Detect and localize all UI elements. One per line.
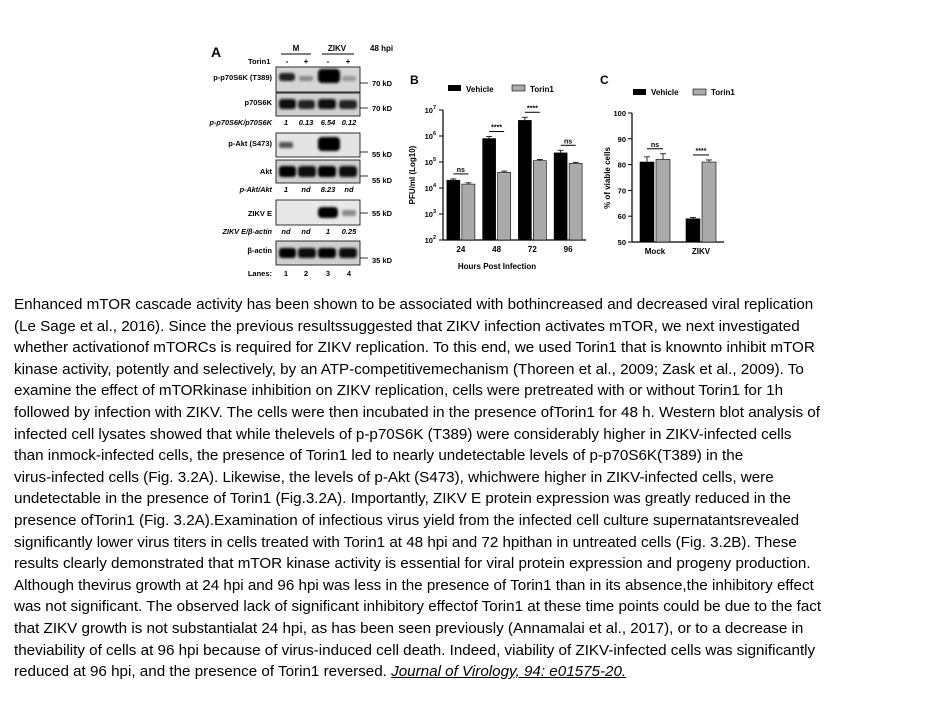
bar-vehicle-24 bbox=[447, 180, 460, 240]
legend-swatch-vehicle bbox=[448, 85, 461, 91]
caption-line bbox=[14, 294, 936, 316]
band-p-akt-lane-3 bbox=[318, 137, 340, 151]
row-label-p-akt: p-Akt (S473) bbox=[228, 139, 272, 148]
band-actin-lane-4 bbox=[339, 248, 357, 258]
caption-line-text: Although thevirus growth at 24 hpi and 96 hpi was less in the presence of Torin1 than in its absence,the inhibitory effect bbox=[14, 576, 814, 594]
caption-line-text: kinase activity, potently and selectively, by an ATP-competitivemechanism (Thoreen et al., 2009; Zask et al., 2009). To bbox=[14, 360, 804, 378]
band-p-p70s6k-lane-1 bbox=[279, 73, 295, 81]
y-tick-label: 70 bbox=[617, 186, 626, 196]
caption-body bbox=[14, 294, 936, 683]
band-p70s6k-lane-4 bbox=[339, 100, 357, 109]
ratio-label-p-akt: p-Akt/Akt bbox=[239, 185, 272, 194]
kd-label-beta-actin: 35 kD bbox=[372, 256, 393, 265]
panel-b-y-axis-label: PFU/ml (Log10) bbox=[408, 145, 417, 205]
caption-line-text: that ZIKV growth is not substantialat 24 hpi, as has been seen previously (Annamalai et al., 2017), or to a decrease in bbox=[14, 619, 804, 637]
y-tick-label: $10^3$ bbox=[424, 209, 436, 219]
caption-line bbox=[14, 467, 936, 489]
bar-vehicle-mock bbox=[640, 162, 654, 242]
caption-line-text: examine the effect of mTORkinase inhibition on ZIKV replication, cells were pretreated with or without Torin1 for 1h bbox=[14, 382, 784, 400]
band-p-p70s6k-lane-3 bbox=[318, 69, 340, 83]
panel-c-y-axis-label: % of viable cells bbox=[603, 147, 612, 209]
caption-line bbox=[14, 575, 936, 597]
ratio-p70s6k-lane-4: 0.12 bbox=[341, 118, 357, 127]
band-akt-lane-3 bbox=[318, 166, 336, 177]
y-tick-label: 60 bbox=[617, 212, 626, 222]
caption-line-text: (Le Sage et al., 2016). Since the previous resultssuggested that ZIKV infection activates mTOR, we next investigated bbox=[14, 317, 800, 335]
lane-number-1: 1 bbox=[283, 269, 289, 278]
group-label-mock: M bbox=[292, 44, 300, 53]
torin-sign-lane-2: + bbox=[303, 57, 309, 66]
panel-a-letter: A bbox=[211, 44, 222, 60]
caption-line-text: infected cell lysates showed that while thelevels of p-p70S6K (T389) were considerably higher in ZIKV-infected cells bbox=[14, 425, 792, 443]
kd-label-p-p70s6k: 70 kD bbox=[372, 79, 393, 88]
caption-line bbox=[14, 316, 936, 338]
legend-label-vehicle: Vehicle bbox=[466, 85, 494, 94]
panel-a-western-blot bbox=[209, 44, 394, 278]
x-tick-label-72: 72 bbox=[527, 245, 537, 254]
ratio-label-p-p70s6k: p-p70S6K/p70S6K bbox=[209, 118, 272, 127]
figure-caption bbox=[14, 294, 936, 683]
kd-label-zikv-e: 55 kD bbox=[372, 209, 393, 218]
band-p70s6k-lane-2 bbox=[298, 100, 315, 109]
caption-line-text: whether activationof mTORCs is required for ZIKV replication. To this end, we used Torin1 that is knownto inhibit mTOR bbox=[14, 339, 815, 357]
caption-line bbox=[14, 596, 936, 618]
torin-row-label: Torin1 bbox=[248, 57, 271, 66]
y-tick-label: $10^4$ bbox=[424, 183, 436, 193]
y-tick-label: $10^5$ bbox=[424, 157, 436, 167]
caption-line bbox=[14, 510, 936, 532]
caption-line bbox=[14, 402, 936, 424]
band-p-p70s6k-lane-4 bbox=[342, 76, 356, 81]
significance-label: ns bbox=[650, 141, 660, 149]
ratio-p70s6k-lane-2: 0.13 bbox=[298, 118, 314, 127]
band-p-p70s6k-lane-2 bbox=[299, 76, 313, 81]
band-akt-lane-2 bbox=[298, 166, 316, 177]
ratio-akt-lane-1: 1 bbox=[283, 185, 289, 194]
caption-line-text: results clearly demonstrated that mTOR kinase activity is essential for viral protein expression and progeny production. bbox=[14, 555, 811, 573]
band-actin-lane-3 bbox=[318, 248, 336, 258]
caption-line bbox=[14, 359, 936, 381]
bar-vehicle-48 bbox=[483, 139, 496, 240]
y-tick-label: $10^7$ bbox=[424, 105, 436, 115]
x-tick-label-mock: Mock bbox=[644, 247, 666, 256]
caption-line-text: undetectable in the presence of Torin1 (Fig.3.2A). Importantly, ZIKV E protein expression was greatly reduced in the bbox=[14, 490, 791, 508]
caption-line bbox=[14, 380, 936, 402]
legend-c-label-vehicle: Vehicle bbox=[651, 88, 679, 97]
band-akt-lane-1 bbox=[279, 166, 296, 177]
x-tick-label-24: 24 bbox=[456, 245, 466, 254]
y-tick-label: 90 bbox=[617, 134, 626, 144]
panel-b-plot-area bbox=[425, 105, 586, 254]
panel-b-virus-titer-chart bbox=[408, 73, 586, 271]
ratio-p70s6k-lane-1: 1 bbox=[283, 118, 289, 127]
figure-3-2 bbox=[0, 0, 945, 290]
ratio-zikv-lane-1: nd bbox=[281, 227, 291, 236]
x-tick-label-48: 48 bbox=[492, 245, 502, 254]
kd-label-p70s6k: 70 kD bbox=[372, 104, 393, 113]
caption-line bbox=[14, 661, 936, 683]
lane-number-4: 4 bbox=[346, 269, 352, 278]
caption-line-text: was not significant. The observed lack of significant inhibitory effectof Torin1 at these time points could be due to the fact bbox=[14, 598, 822, 616]
panel-b-x-axis-label: Hours Post Infection bbox=[457, 262, 537, 271]
legend-c-swatch-vehicle bbox=[633, 89, 646, 95]
ratio-akt-lane-3: 8.23 bbox=[320, 185, 336, 194]
significance-label: **** bbox=[695, 147, 707, 155]
bar-vehicle-72 bbox=[518, 120, 531, 240]
band-zikv-e-lane-4 bbox=[342, 210, 356, 216]
torin-sign-lane-3: - bbox=[326, 57, 330, 66]
row-label-akt: Akt bbox=[259, 167, 272, 176]
y-tick-label: $10^2$ bbox=[424, 235, 436, 245]
torin-sign-lane-4: + bbox=[345, 57, 351, 66]
bar-vehicle-96 bbox=[554, 153, 567, 240]
legend-swatch-torin1 bbox=[512, 85, 525, 91]
group-label-zikv: ZIKV bbox=[327, 44, 347, 53]
significance-label: ns bbox=[456, 166, 465, 174]
bar-torin1-mock bbox=[656, 159, 670, 242]
band-p70s6k-lane-1 bbox=[279, 99, 296, 109]
bar-vehicle-zikv bbox=[686, 219, 700, 242]
caption-line bbox=[14, 553, 936, 575]
caption-line-text: Enhanced mTOR cascade activity has been shown to be associated with bothincreased and decreased viral replication bbox=[14, 296, 814, 313]
panel-c-viability-chart bbox=[600, 73, 735, 256]
row-label-p70s6k: p70S6K bbox=[244, 98, 272, 107]
row-label-p-p70s6k: p-p70S6K (T389) bbox=[213, 73, 272, 82]
panel-b-letter: B bbox=[410, 73, 419, 87]
ratio-zikv-lane-3: 1 bbox=[325, 227, 331, 236]
bar-torin1-zikv bbox=[702, 162, 716, 242]
significance-label: **** bbox=[491, 124, 503, 132]
lane-number-3: 3 bbox=[325, 269, 331, 278]
ratio-akt-lane-2: nd bbox=[301, 185, 311, 194]
ratio-zikv-lane-4: 0.25 bbox=[341, 227, 357, 236]
caption-line bbox=[14, 618, 936, 640]
panel-c-legend bbox=[633, 88, 735, 97]
hpi-label: 48 hpi bbox=[370, 44, 394, 53]
caption-line-text: significantly lower virus titers in cells treated with Torin1 at 48 hpi and 72 hpithan in untreated cells (Fig. 3.2B). These bbox=[14, 533, 797, 551]
band-actin-lane-2 bbox=[298, 248, 316, 258]
bar-torin1-48 bbox=[498, 172, 511, 240]
band-actin-lane-1 bbox=[279, 248, 296, 258]
caption-line bbox=[14, 445, 936, 467]
citation-link[interactable]: Journal of Virology, 94: e01575-20. bbox=[391, 663, 627, 681]
torin-sign-lane-1: - bbox=[285, 57, 289, 66]
bar-torin1-24 bbox=[462, 184, 475, 240]
y-tick-label: 50 bbox=[617, 238, 626, 247]
caption-line-text: than inmock-infected cells, the presence of Torin1 led to nearly undetectable levels of p-p70S6K(T389) in the bbox=[14, 447, 744, 465]
y-tick-label: 80 bbox=[617, 160, 626, 170]
caption-line bbox=[14, 424, 936, 446]
band-akt-lane-4 bbox=[339, 166, 357, 177]
legend-c-label-torin1: Torin1 bbox=[711, 88, 735, 97]
row-label-beta-actin: β-actin bbox=[247, 246, 272, 255]
row-label-zikv-e: ZIKV E bbox=[247, 209, 272, 218]
bar-torin1-72 bbox=[533, 161, 546, 240]
bar-torin1-96 bbox=[569, 163, 582, 240]
band-p-akt-lane-1 bbox=[279, 142, 293, 148]
ratio-akt-lane-4: nd bbox=[344, 185, 354, 194]
y-tick-label: 100 bbox=[613, 109, 626, 118]
lane-number-2: 2 bbox=[303, 269, 309, 278]
kd-label-akt: 55 kD bbox=[372, 176, 393, 185]
x-tick-label-96: 96 bbox=[563, 245, 573, 254]
panel-c-letter: C bbox=[600, 73, 609, 87]
band-p70s6k-lane-3 bbox=[318, 99, 336, 109]
ratio-label-zikv-e: ZIKV E/β-actin bbox=[222, 227, 272, 236]
caption-line bbox=[14, 337, 936, 359]
y-tick-label: $10^6$ bbox=[424, 131, 436, 141]
caption-line-text: reduced at 96 hpi, and the presence of Torin1 reversed. bbox=[14, 663, 387, 681]
caption-line-text: theviability of cells at 96 hpi because of virus-induced cell death. Indeed, viability of ZIKV-infected cells was significantly bbox=[14, 641, 816, 659]
x-tick-label-zikv: ZIKV bbox=[691, 247, 711, 256]
caption-line-text: followed by infection with ZIKV. The cells were then incubated in the presence ofTorin1 for 48 h. Western blot analysis of bbox=[14, 403, 820, 421]
legend-c-swatch-torin1 bbox=[693, 89, 706, 95]
caption-line-text: presence ofTorin1 (Fig. 3.2A).Examination of infectious virus yield from the infected cell culture supernatantsrevealed bbox=[14, 511, 800, 529]
ratio-p70s6k-lane-3: 6.54 bbox=[320, 118, 336, 127]
significance-label: ns bbox=[564, 138, 573, 146]
caption-line bbox=[14, 640, 936, 662]
caption-line bbox=[14, 488, 936, 510]
panel-b-legend bbox=[448, 85, 554, 94]
kd-label-p-akt: 55 kD bbox=[372, 150, 393, 159]
legend-label-torin1: Torin1 bbox=[530, 85, 554, 94]
caption-line-text: virus-infected cells (Fig. 3.2A). Likewise, the levels of p-Akt (S473), whichwere higher in ZIKV-infected cells, were bbox=[14, 468, 774, 486]
caption-line bbox=[14, 532, 936, 554]
panel-c-plot-area bbox=[613, 109, 724, 256]
lanes-label: Lanes: bbox=[247, 269, 272, 278]
ratio-zikv-lane-2: nd bbox=[301, 227, 311, 236]
band-zikv-e-lane-3 bbox=[318, 207, 338, 218]
significance-label: **** bbox=[526, 105, 538, 113]
